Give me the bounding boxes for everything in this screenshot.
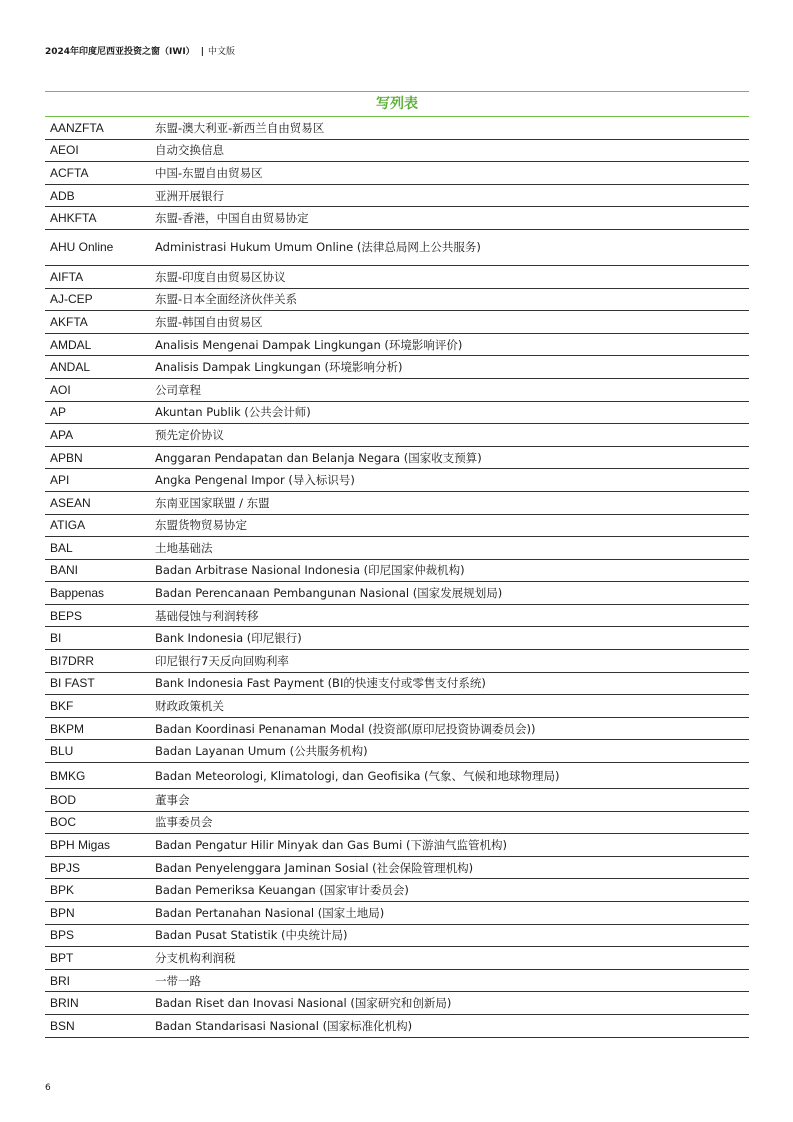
abbreviation-cell: BRI [45,969,150,992]
description-cell: 自动交换信息 [150,139,749,162]
page-number: 6 [45,1083,51,1093]
table-row [45,265,749,288]
abbreviation-cell: BAL [45,537,150,560]
description-cell: 财政政策机关 [150,695,749,718]
description-cell: 监事委员会 [150,811,749,834]
abbreviation-cell: AMDAL [45,333,150,356]
table-row [45,902,749,925]
table-title: 写列表 [45,91,749,117]
table-row [45,446,749,469]
table-row [45,695,749,718]
abbreviation-cell: BLU [45,740,150,763]
description-cell: Bank Indonesia Fast Payment (BI的快速支付或零售支付系统) [150,672,749,695]
description-cell: Badan Standarisasi Nasional (国家标准化机构) [150,1014,749,1037]
description-cell: 东盟-印度自由贸易区协议 [150,265,749,288]
abbreviation-cell: BI [45,627,150,650]
table-row [45,333,749,356]
description-cell: 东盟-香港，中国自由贸易协定 [150,207,749,230]
table-row [45,650,749,673]
description-cell: Badan Penyelenggara Jaminan Sosial (社会保险管理机构) [150,856,749,879]
table-row [45,969,749,992]
description-cell: 预先定价协议 [150,424,749,447]
table-row [45,879,749,902]
description-cell: 中国-东盟自由贸易区 [150,162,749,185]
description-cell: Akuntan Publik (公共会计师) [150,401,749,424]
abbreviation-list [45,117,749,1038]
table-row [45,604,749,627]
abbreviation-cell: ACFTA [45,162,150,185]
abbreviation-cell: BRIN [45,992,150,1015]
abbreviation-cell: BOC [45,811,150,834]
table-row [45,207,749,230]
table-row [45,947,749,970]
description-cell: 亚洲开展银行 [150,184,749,207]
table-row [45,378,749,401]
page-header [45,44,235,57]
table-row [45,559,749,582]
abbreviation-cell: BANI [45,559,150,582]
description-cell: 印尼银行7天反向回购利率 [150,650,749,673]
description-cell: Badan Layanan Umum (公共服务机构) [150,740,749,763]
table-row [45,288,749,311]
description-cell: 东南亚国家联盟 / 东盟 [150,491,749,514]
abbreviation-cell: BPK [45,879,150,902]
description-cell: 一带一路 [150,969,749,992]
document-title: 2024年印度尼西亚投资之窗（IWI） [45,47,195,57]
description-cell: Badan Perencanaan Pembangunan Nasional (国家发展规划局) [150,582,749,605]
table-row [45,311,749,334]
abbreviation-cell: AJ-CEP [45,288,150,311]
abbreviation-cell: BSN [45,1014,150,1037]
abbreviation-cell: APBN [45,446,150,469]
abbreviation-table [45,91,749,1038]
description-cell: Badan Riset dan Inovasi Nasional (国家研究和创新局) [150,992,749,1015]
description-cell: Badan Pusat Statistik (中央统计局) [150,924,749,947]
header-separator: | [200,47,204,57]
table-row [45,491,749,514]
table-row [45,229,749,265]
abbreviation-cell: ADB [45,184,150,207]
description-cell: 东盟-澳大利亚-新西兰自由贸易区 [150,117,749,139]
abbreviation-cell: BPH Migas [45,834,150,857]
table-row [45,740,749,763]
abbreviation-cell: AP [45,401,150,424]
table-row [45,162,749,185]
abbreviation-cell: BPN [45,902,150,925]
description-cell: 分支机构利润税 [150,947,749,970]
description-cell: Badan Meteorologi, Klimatologi, dan Geofisika (气象、气候和地球物理局) [150,763,749,789]
abbreviation-cell: APA [45,424,150,447]
table-row [45,117,749,139]
description-cell: Badan Pertanahan Nasional (国家土地局) [150,902,749,925]
table-row [45,627,749,650]
abbreviation-cell: BKPM [45,717,150,740]
description-cell: Analisis Mengenai Dampak Lingkungan (环境影响评价) [150,333,749,356]
description-cell: Angka Pengenal Impor (导入标识号) [150,469,749,492]
description-cell: 董事会 [150,789,749,812]
description-cell: Badan Pengatur Hilir Minyak dan Gas Bumi (下游油气监管机构) [150,834,749,857]
abbreviation-cell: BMKG [45,763,150,789]
description-cell: 东盟-日本全面经济伙伴关系 [150,288,749,311]
abbreviation-cell: BEPS [45,604,150,627]
table-row [45,356,749,379]
description-cell: Badan Pemeriksa Keuangan (国家审计委员会) [150,879,749,902]
table-row [45,1014,749,1037]
abbreviation-cell: AEOI [45,139,150,162]
table-row [45,424,749,447]
abbreviation-cell: BOD [45,789,150,812]
description-cell: 公司章程 [150,378,749,401]
table-row [45,717,749,740]
table-row [45,811,749,834]
abbreviation-cell: AANZFTA [45,117,150,139]
abbreviation-cell: AHU Online [45,229,150,265]
abbreviation-cell: ATIGA [45,514,150,537]
language-label: 中文版 [207,47,235,57]
abbreviation-cell: BPJS [45,856,150,879]
table-row [45,672,749,695]
abbreviation-cell: BI FAST [45,672,150,695]
abbreviation-cell: Bappenas [45,582,150,605]
abbreviation-cell: BKF [45,695,150,718]
description-cell: Administrasi Hukum Umum Online (法律总局网上公共服务) [150,229,749,265]
abbreviation-cell: AHKFTA [45,207,150,230]
description-cell: Badan Arbitrase Nasional Indonesia (印尼国家仲裁机构) [150,559,749,582]
abbreviation-cell: AKFTA [45,311,150,334]
table-row [45,139,749,162]
table-row [45,834,749,857]
description-cell: Badan Koordinasi Penanaman Modal (投资部(原印尼投资协调委员会)) [150,717,749,740]
abbreviation-cell: BPS [45,924,150,947]
table-row [45,582,749,605]
description-cell: 土地基础法 [150,537,749,560]
abbreviation-cell: ANDAL [45,356,150,379]
description-cell: Anggaran Pendapatan dan Belanja Negara (国家收支预算) [150,446,749,469]
abbreviation-cell: ASEAN [45,491,150,514]
description-cell: Bank Indonesia (印尼银行) [150,627,749,650]
abbreviation-cell: BI7DRR [45,650,150,673]
table-row [45,763,749,789]
abbreviation-cell: AIFTA [45,265,150,288]
abbreviation-cell: API [45,469,150,492]
abbreviation-cell: BPT [45,947,150,970]
table-row [45,184,749,207]
table-row [45,856,749,879]
table-row [45,401,749,424]
table-row [45,469,749,492]
description-cell: 基础侵蚀与利润转移 [150,604,749,627]
table-row [45,789,749,812]
description-cell: 东盟货物贸易协定 [150,514,749,537]
description-cell: 东盟-韩国自由贸易区 [150,311,749,334]
table-row [45,537,749,560]
description-cell: Analisis Dampak Lingkungan (环境影响分析) [150,356,749,379]
table-row [45,924,749,947]
table-row [45,514,749,537]
table-row [45,992,749,1015]
abbreviation-cell: AOI [45,378,150,401]
